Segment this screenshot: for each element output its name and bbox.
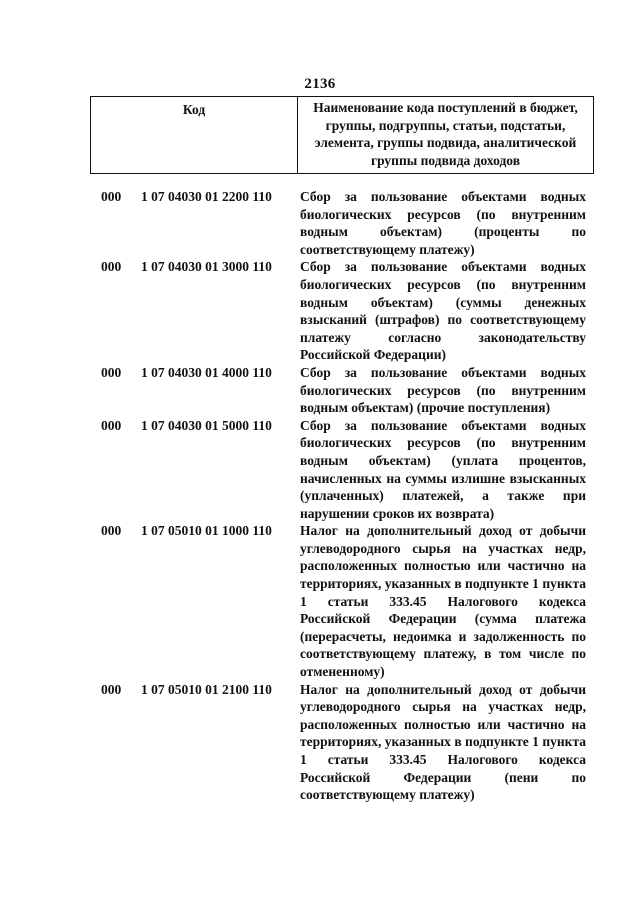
- table-row: [0, 522, 640, 680]
- header-code-column: Код: [91, 97, 298, 173]
- table-row: [0, 258, 640, 364]
- row-revenue-code: 1 07 04030 01 4000 110: [141, 364, 272, 380]
- row-admin-code: 000: [101, 523, 122, 539]
- row-revenue-code: 1 07 04030 01 5000 110: [141, 417, 272, 433]
- table-row: [0, 417, 640, 523]
- row-admin-code: 000: [101, 189, 122, 204]
- row-description: Налог на дополнительный доход от добычи углеводородного сырья на участках недр, расположенных полностью или частично на территориях, указанных в подпункте 1 пункта 1 статьи 333.45 Налогового кодекса Российской Федерации (сумма платежа (перерасчеты, недоимка и задолженность по соответствующему платежу, в том числе по отмененному): [300, 523, 586, 680]
- row-admin-code: 000: [101, 364, 122, 380]
- row-revenue-code: 1 07 05010 01 1000 110: [141, 523, 272, 539]
- row-description: Сбор за пользование объектами водных биологических ресурсов (по внутренним водным объектам) (проценты по соответствующему платежу): [300, 189, 586, 257]
- table-row: [0, 681, 640, 804]
- table-row: [0, 364, 640, 417]
- code-table-body: [0, 188, 640, 804]
- row-revenue-code: 1 07 05010 01 2100 110: [141, 681, 272, 697]
- row-description: Налог на дополнительный доход от добычи углеводородного сырья на участках недр, расположенных полностью или частично на территориях, указанных в подпункте 1 пункта 1 статьи 333.45 Налогового кодекса Российской Федерации (пени по соответствующему платежу): [300, 681, 586, 803]
- row-revenue-code: 1 07 04030 01 2200 110: [141, 189, 272, 204]
- row-description: Сбор за пользование объектами водных биологических ресурсов (по внутренним водным объектам) (прочие поступления): [300, 364, 586, 416]
- row-revenue-code: 1 07 04030 01 3000 110: [141, 259, 272, 275]
- row-admin-code: 000: [101, 681, 122, 697]
- header-name-column: Наименование кода поступлений в бюджет, группы, подгруппы, статьи, подстатьи, элемента, группы подвида, аналитической группы подвида доходов: [313, 100, 578, 168]
- row-description: Сбор за пользование объектами водных биологических ресурсов (по внутренним водным объектам) (уплата процентов, начисленных на суммы излишне взысканных (уплаченных) платежей, а также при нарушении сроков их возврата): [300, 417, 586, 521]
- row-admin-code: 000: [101, 417, 122, 433]
- row-admin-code: 000: [101, 259, 122, 275]
- table-header: [90, 96, 594, 174]
- row-description: Сбор за пользование объектами водных биологических ресурсов (по внутренним водным объектам) (суммы денежных взысканий (штрафов) по соответствующему платежу согласно законодательству Российской Федерации): [300, 259, 586, 363]
- page-number: 2136: [304, 76, 336, 92]
- table-row: [0, 188, 640, 258]
